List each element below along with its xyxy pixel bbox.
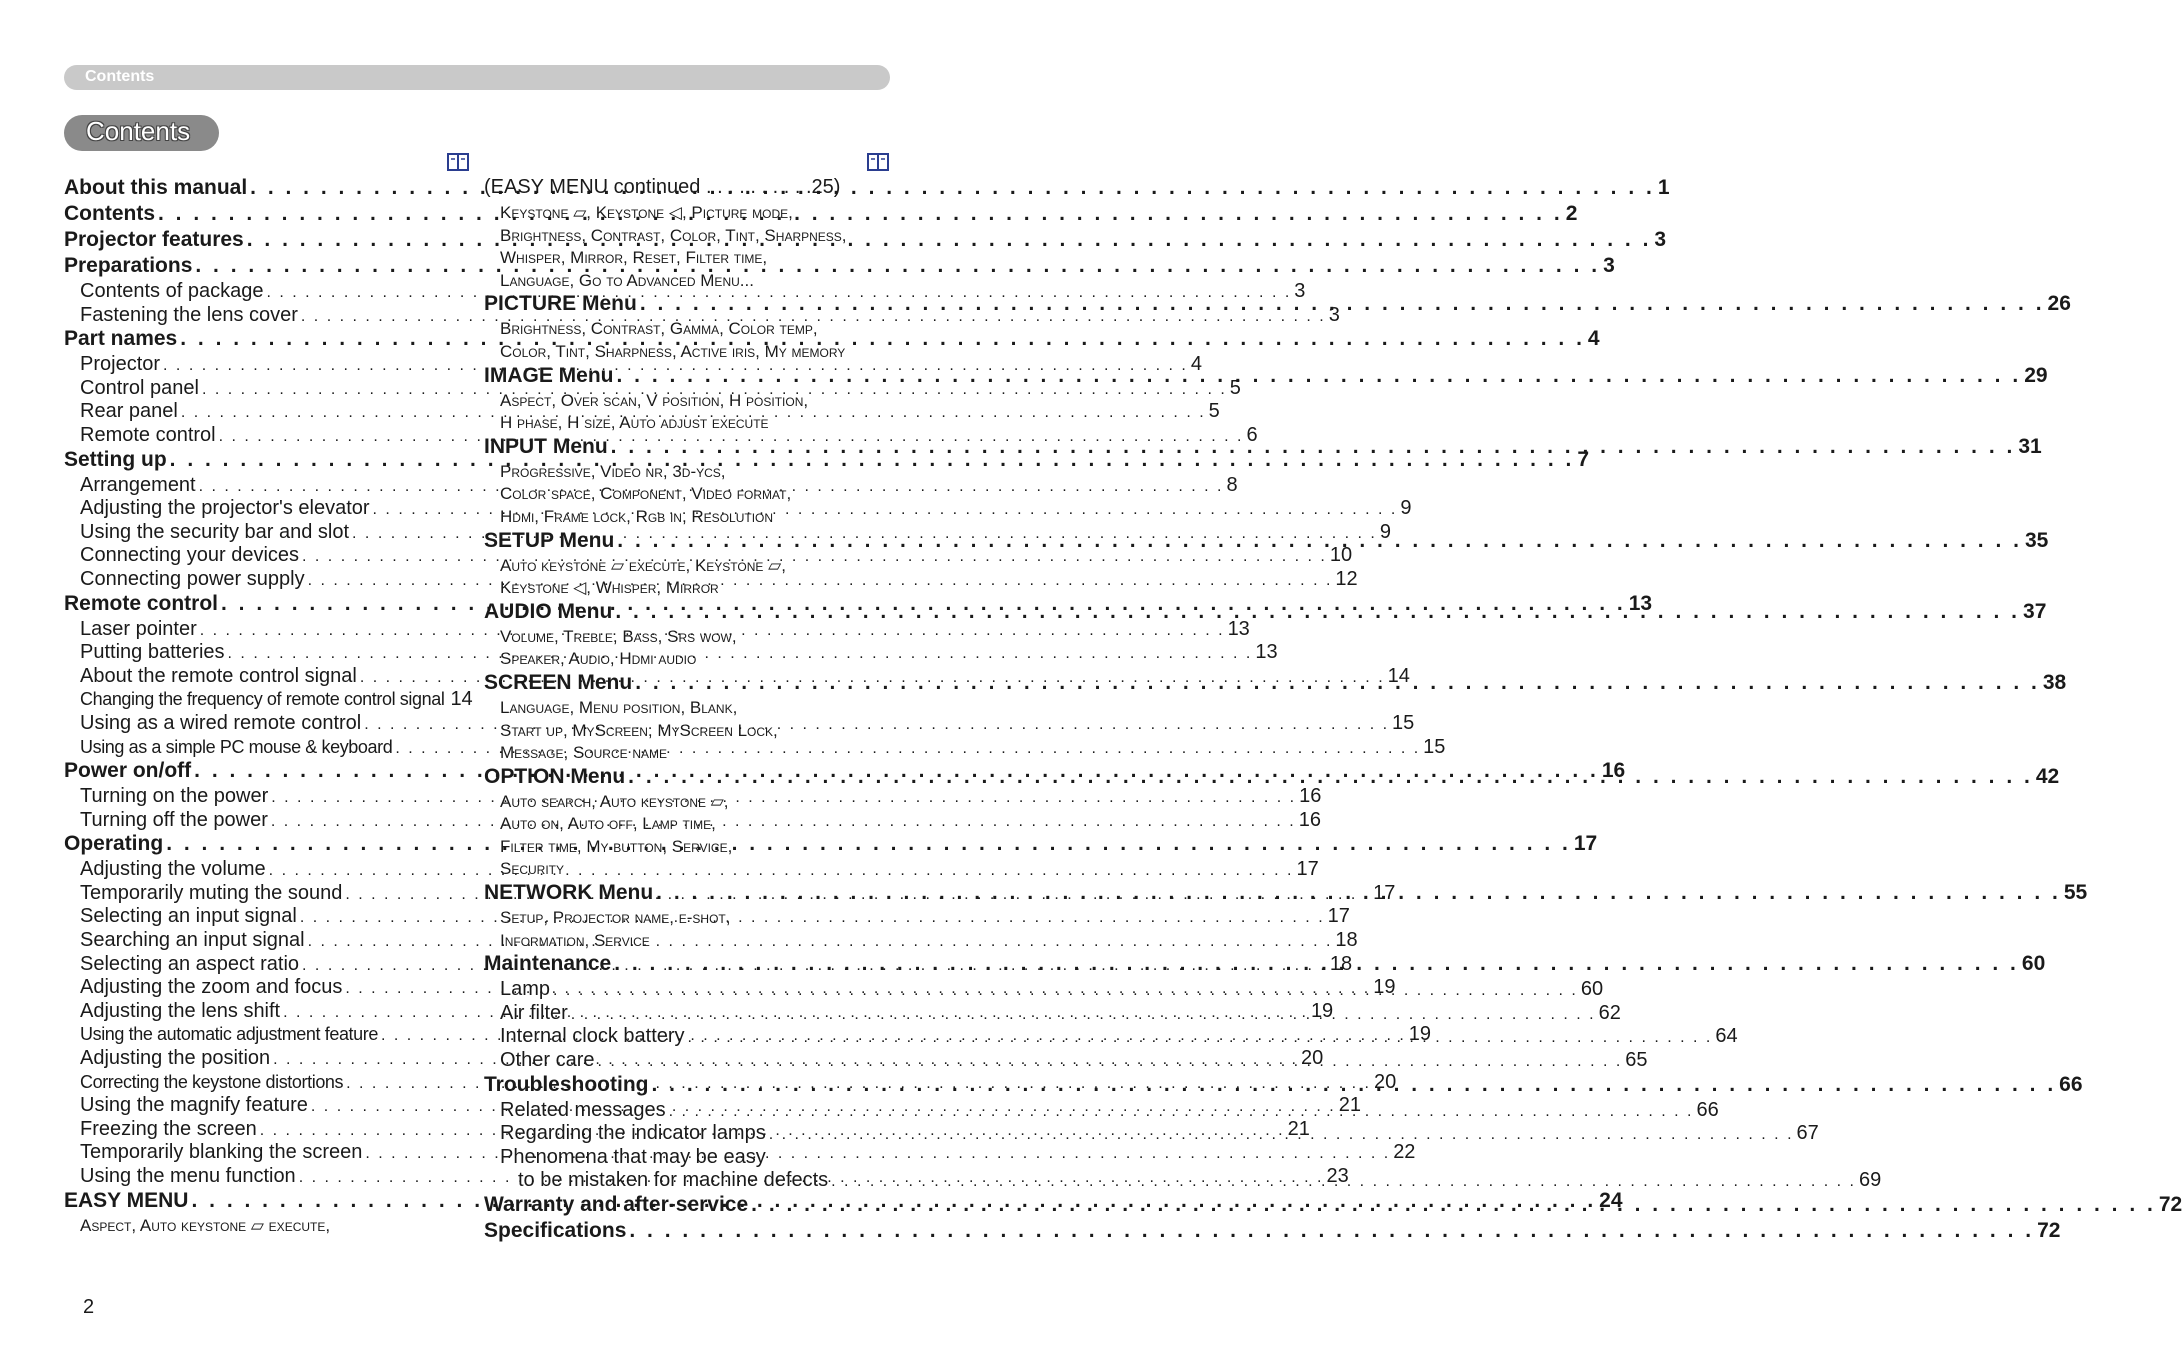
toc-entry-page: 55 xyxy=(2063,881,2088,905)
toc-entry-page: 29 xyxy=(2024,363,2048,387)
toc-entry-label: Laser pointer xyxy=(80,617,197,640)
toc-entry-page: 16 xyxy=(1298,808,1321,831)
toc-leader-dots xyxy=(617,364,2022,388)
toc-menu-items: Keystone ◁, Whisper, Mirror xyxy=(500,578,719,598)
toc-entry-page: 18 xyxy=(1329,952,1353,975)
toc-menu-items: Progressive, Video nr, 3d-ycs, xyxy=(500,461,726,481)
toc-entry-page: 24 xyxy=(1599,1188,1623,1212)
toc-entry-page: 19 xyxy=(1408,1023,1432,1046)
toc-menu-items: Aspect, Over scan, V position, H position, xyxy=(500,390,809,410)
toc-entry-label: Connecting your devices xyxy=(80,544,300,567)
toc-entry-page: 31 xyxy=(2018,434,2042,458)
toc-entry-page: 9 xyxy=(1400,497,1412,520)
toc-entry-page: 42 xyxy=(2035,764,2060,788)
toc-entry-label: About the remote control signal xyxy=(80,664,357,687)
toc-entry-label: Using the automatic adjustment feature xyxy=(80,1024,378,1045)
toc-menu-items: Filter time, My button, Service, xyxy=(500,836,733,856)
toc-section-entry xyxy=(484,363,2048,390)
toc-entry-label: Remote control xyxy=(80,423,216,446)
toc-entry-page: 3 xyxy=(1294,280,1306,302)
toc-leader-dots xyxy=(617,529,2022,553)
toc-entry-label: Selecting an input signal xyxy=(80,905,297,928)
toc-entry-page: 14 xyxy=(450,688,473,711)
toc-entry-page: 3 xyxy=(1328,303,1340,326)
toc-entry-label: Other care xyxy=(500,1049,595,1072)
toc-entry-label: Freezing the screen xyxy=(80,1117,257,1140)
toc-menu-items: Brightness, Contrast, Gamma, Color temp, xyxy=(500,319,818,339)
toc-entry-page: 7 xyxy=(1577,447,1590,471)
toc-section-entry xyxy=(484,292,2071,318)
toc-entry-label: to be mistaken for machine defects xyxy=(518,1169,829,1192)
toc-leader-dots xyxy=(628,765,2033,789)
toc-leader-dots xyxy=(651,1070,2056,1097)
toc-menu-items: Hdmi, Frame lock, Rgb in, Resolution xyxy=(500,506,774,526)
toc-entry-label: Related messages xyxy=(500,1098,666,1121)
toc-entry-page: 60 xyxy=(2021,952,2046,976)
toc-entry-page: 4 xyxy=(1587,327,1600,351)
toc-entry-label: Air filter xyxy=(500,1001,568,1024)
toc-entry-page: 18 xyxy=(1335,929,1358,952)
toc-leader-dots xyxy=(250,176,1655,200)
page-title-text: Contents xyxy=(86,116,191,146)
toc-entry-label: Projector features xyxy=(64,228,244,251)
toc-entry-label: Correcting the keystone distortions xyxy=(80,1071,344,1092)
toc-leader-dots xyxy=(247,228,1652,252)
toc-leader-dots xyxy=(635,671,2040,695)
toc-entry-label: Using the magnify feature xyxy=(80,1094,308,1117)
toc-entry-label: Troubleshooting xyxy=(484,1072,649,1096)
toc-leader-dots xyxy=(656,881,2061,905)
toc-entry-page: 20 xyxy=(1300,1047,1324,1070)
toc-menu-items: Language, Menu position, Blank, xyxy=(500,697,738,717)
toc-leader-dots xyxy=(571,1006,1596,1024)
toc-leader-dots xyxy=(751,1193,2156,1217)
toc-leader-dots xyxy=(769,1126,1794,1144)
toc-entry-label: Fastening the lens cover xyxy=(80,303,298,326)
toc-section-entry xyxy=(484,528,2049,555)
toc-entry-label: Preparations xyxy=(64,254,193,277)
toc-entry-label: Setting up xyxy=(64,447,167,471)
toc-entry-page: 72 xyxy=(2158,1193,2182,1216)
page-title xyxy=(64,115,219,151)
toc-entry-label: Maintenance xyxy=(484,952,612,976)
toc-entry-label: INPUT Menu xyxy=(484,434,608,458)
book-icon xyxy=(867,153,889,171)
toc-entry-page: 35 xyxy=(2024,528,2049,552)
toc-entry-label: Turning on the power xyxy=(80,785,269,808)
section-header-label: Contents xyxy=(85,68,155,85)
toc-entry-label: Adjusting the zoom and focus xyxy=(80,976,343,999)
section-header-bar xyxy=(64,65,890,90)
page-number: 2 xyxy=(83,1296,95,1318)
toc-entry-page: 38 xyxy=(2042,670,2067,694)
toc-menu-items: H phase, H size, Auto adjust execute xyxy=(500,413,769,433)
toc-entry-page: 21 xyxy=(1287,1117,1310,1140)
toc-entry-label: Using as a wired remote control xyxy=(80,711,362,734)
toc-entry-page: 13 xyxy=(1628,591,1653,615)
toc-entry-page: 10 xyxy=(1329,544,1353,567)
toc-entry-label: AUDIO Menu xyxy=(484,599,613,623)
toc-entry-label: OPTION Menu xyxy=(484,764,626,788)
toc-leader-dots xyxy=(615,600,2020,624)
toc-leader-dots xyxy=(611,435,2016,459)
toc-entry-label: Temporarily muting the sound xyxy=(80,881,343,904)
toc-entry-label: Part names xyxy=(64,327,178,351)
toc-entry-page: 8 xyxy=(1226,473,1238,496)
toc-leader-dots xyxy=(640,292,2045,316)
toc-menu-items: Language, Go to Advanced Menu... xyxy=(500,270,754,290)
toc-entry-page: 15 xyxy=(1392,711,1415,734)
toc-leader-dots xyxy=(553,982,1578,1000)
toc-entry-page: 5 xyxy=(1208,400,1220,423)
toc-menu-items: Color, Tint, Sharpness, Active iris, My memory xyxy=(500,341,846,361)
toc-entry-page: 17 xyxy=(1573,832,1598,856)
toc-entry-label: Power on/off xyxy=(64,759,192,783)
toc-entry-label: Searching an input signal xyxy=(80,929,305,952)
book-icon xyxy=(447,153,469,171)
toc-entry-page: 60 xyxy=(1580,978,1604,1001)
toc-entry-page: 14 xyxy=(1387,664,1410,687)
toc-entry-page: 17 xyxy=(1296,858,1319,881)
toc-entry-label: Using as a simple PC mouse & keyboard xyxy=(80,736,393,757)
toc-entry-label: Selecting an aspect ratio xyxy=(80,952,300,975)
toc-entry-page: 26 xyxy=(2047,292,2071,316)
toc-menu-items: Aspect, Auto keystone ▱ execute, xyxy=(80,1215,331,1235)
toc-entry-label: Specifications xyxy=(484,1219,627,1242)
toc-entry-label: Contents of package xyxy=(80,280,264,302)
toc-menu-items: Brightness, Contrast, Color, Tint, Sharpness, xyxy=(500,225,847,245)
toc-entry-page: 65 xyxy=(1625,1049,1648,1072)
toc-menu-items: Keystone ▱, Keystone ◁, Picture mode, xyxy=(500,203,793,222)
toc-entry-page: 5 xyxy=(1229,376,1241,399)
toc-menu-items: Auto search, Auto keystone ▱, xyxy=(500,791,729,811)
toc-entry-page: 2 xyxy=(1565,202,1578,225)
toc-entry-page: 12 xyxy=(1335,567,1358,590)
toc-leader-dots xyxy=(688,1029,1713,1047)
toc-entry-label: PICTURE Menu xyxy=(484,292,637,316)
toc-entry-label: IMAGE Menu xyxy=(484,363,614,387)
toc-entry-label: Using the menu function xyxy=(80,1165,296,1187)
toc-menu-items: Security xyxy=(500,859,565,879)
toc-entry-label: Using the security bar and slot xyxy=(80,520,350,543)
toc-entry-label: Rear panel xyxy=(80,400,178,423)
toc-menu-items: Message, Source name xyxy=(500,743,668,763)
toc-continued-line: (EASY MENU continued . . . . . . . . . .25) xyxy=(484,176,841,198)
toc-entry-page: 9 xyxy=(1379,520,1391,543)
toc-entry-page: 72 xyxy=(2037,1219,2061,1242)
toc-entry-label: Warranty and after-service xyxy=(484,1193,749,1216)
toc-entry-label: Operating xyxy=(64,832,164,856)
toc-entry-label: SETUP Menu xyxy=(484,528,615,552)
toc-menu-items: Color space, Component, Video format, xyxy=(500,484,792,504)
toc-subsection-text: Phenomena that may be easy xyxy=(500,1145,766,1168)
toc-entry-label: Changing the frequency of remote control signal xyxy=(80,689,445,710)
toc-entry-page: 17 xyxy=(1327,905,1350,928)
toc-entry-page: 66 xyxy=(1696,1098,1719,1121)
toc-entry-page: 4 xyxy=(1190,353,1202,376)
toc-entry-label: Adjusting the position xyxy=(80,1047,271,1070)
toc-entry-label: Contents xyxy=(64,202,155,225)
toc-entry-page: 3 xyxy=(1654,228,1667,251)
toc-entry-page: 16 xyxy=(1601,759,1626,783)
toc-menu-items: Auto on, Auto off, Lamp time, xyxy=(500,814,716,834)
toc-menu-items: Information, Service xyxy=(500,930,650,950)
toc-section-entry xyxy=(484,434,2042,461)
toc-entry-page: 66 xyxy=(2059,1072,2083,1096)
toc-entry-label: Temporarily blanking the screen xyxy=(80,1141,363,1164)
toc-entry-page: 69 xyxy=(1858,1169,1882,1192)
toc-entry-label: Internal clock battery xyxy=(500,1025,685,1048)
toc-menu-items: Whisper, Mirror, Reset, Filter time, xyxy=(500,248,768,268)
toc-entry-page: 64 xyxy=(1715,1025,1738,1048)
toc-menu-items: Speaker, Audio, Hdmi audio xyxy=(500,649,697,669)
toc-leader-dots xyxy=(597,1053,1622,1071)
toc-entry-page: 3 xyxy=(1603,254,1615,277)
toc-entry-label: Control panel xyxy=(80,376,199,399)
toc-entry-page: 21 xyxy=(1338,1094,1361,1117)
toc-entry-page: 1 xyxy=(1657,176,1670,199)
toc-entry-label: Turning off the power xyxy=(80,808,268,831)
toc-entry-page: 22 xyxy=(1393,1141,1416,1164)
toc-entry-label: Adjusting the projector's elevator xyxy=(80,497,370,520)
toc-entry-page: 15 xyxy=(1423,735,1446,758)
toc-entry-label: SCREEN Menu xyxy=(484,670,633,694)
toc-entry-page: 62 xyxy=(1598,1001,1621,1024)
toc-menu-items: Start up, MyScreen, MyScreen Lock, xyxy=(500,720,778,740)
toc-entry-label: EASY MENU xyxy=(64,1188,189,1212)
toc-entry-page: 19 xyxy=(1373,976,1396,999)
toc-menu-items: Auto keystone ▱ execute, Keystone ▱, xyxy=(500,555,786,575)
toc-entry-page: 23 xyxy=(1326,1165,1349,1187)
toc-entry-page: 19 xyxy=(1310,999,1334,1022)
toc-entry-label: Projector xyxy=(80,353,161,376)
toc-menu-items: Setup, Projector name, e-shot, xyxy=(500,908,731,928)
toc-entry-page: 13 xyxy=(1255,641,1278,664)
toc-entry-page: 17 xyxy=(1373,881,1396,904)
toc-entry-page: 16 xyxy=(1299,785,1322,808)
toc-entry-page: 6 xyxy=(1246,423,1258,446)
toc-entry-label: Adjusting the lens shift xyxy=(80,999,281,1022)
toc-entry-label: NETWORK Menu xyxy=(484,881,654,905)
toc-entry-page: 37 xyxy=(2023,599,2047,623)
toc-section-entry xyxy=(484,1219,2061,1245)
toc-entry-page: 20 xyxy=(1373,1070,1397,1093)
toc-entry-page: 13 xyxy=(1227,617,1250,640)
toc-subsection-entry xyxy=(64,688,473,712)
toc-leader-dots xyxy=(669,1103,1694,1121)
toc-leader-dots xyxy=(195,254,1600,278)
toc-leader-dots xyxy=(614,952,2019,976)
toc-entry-label: Arrangement xyxy=(80,473,196,496)
toc-leader-dots xyxy=(831,1173,1856,1191)
toc-entry-label: Putting batteries xyxy=(80,641,225,664)
toc-entry-label: Connecting power supply xyxy=(80,567,305,590)
toc-entry-label: Adjusting the volume xyxy=(80,858,266,881)
toc-entry-page: 67 xyxy=(1796,1122,1819,1145)
toc-entry-label: About this manual xyxy=(64,176,248,199)
toc-menu-items: Volume, Treble, Bass, Srs wow, xyxy=(500,626,737,646)
toc-entry-label: Remote control xyxy=(64,591,219,615)
toc-entry-label: Regarding the indicator lamps xyxy=(500,1122,766,1145)
toc-leader-dots xyxy=(629,1219,2034,1243)
toc-entry-label: Lamp xyxy=(500,978,551,1001)
